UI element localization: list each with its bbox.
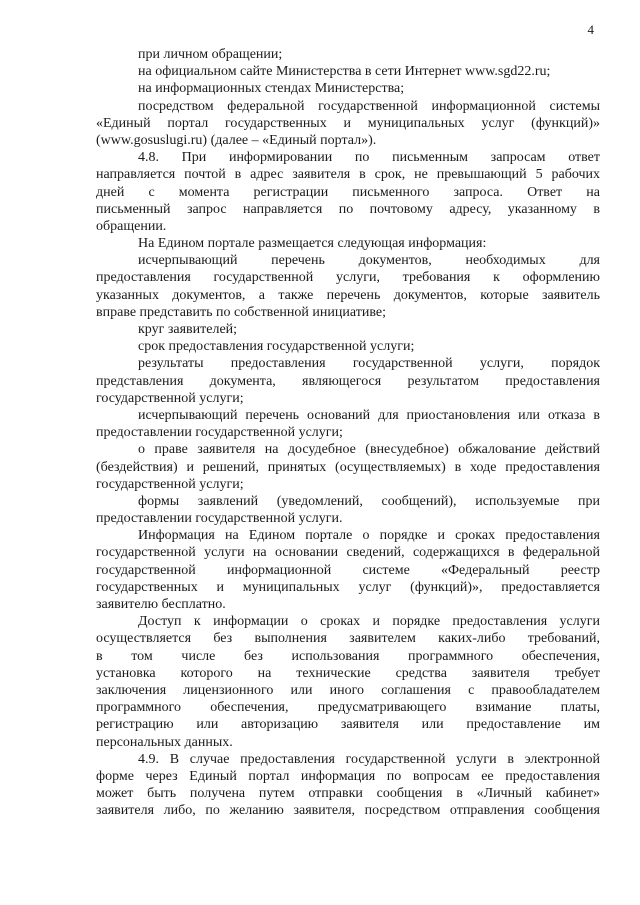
text-line: На Едином портале размещается следующая информация: xyxy=(138,236,487,252)
text-line: при личном обращении; xyxy=(138,47,283,62)
text-line: осуществляется без выполнения заявителем каких-либо требований, xyxy=(96,631,600,647)
text-line: государственной информационной системе «Федеральный реестр xyxy=(96,562,600,578)
text-line: может быть получена путем отправки сообщения в «Личный кабинет» xyxy=(96,786,600,802)
text-line: о праве заявителя на досудебное (внесудебное) обжалование действий xyxy=(138,442,600,458)
text-line: регистрацию или авторизацию заявителя или предоставление им xyxy=(96,717,600,733)
text-line: направляется почтой в адрес заявителя в срок, не превышающий 5 рабочих xyxy=(96,167,600,183)
text-line: (www.gosuslugi.ru) (далее – «Единый портал»). xyxy=(96,132,377,148)
text-line: государственных и муниципальных услуг (функций)», предоставляется xyxy=(96,579,600,595)
text-line: программного обеспечения, предусматривающего взимание платы, xyxy=(96,700,600,716)
text-line: государственной услуги на основании сведений, содержащихся в федеральной xyxy=(96,545,600,561)
page-number: 4 xyxy=(587,22,594,37)
text-line: заявителю бесплатно. xyxy=(96,597,226,612)
text-line: обращении. xyxy=(96,218,167,234)
text-line: результаты предоставления государственной услуги, порядок xyxy=(138,356,600,372)
text-line: Информация на Едином портале о порядке и сроках предоставления xyxy=(138,528,600,544)
text-line: (бездействия) и решений, принятых (осуществляемых) в ходе предоставления xyxy=(96,459,600,475)
text-line: формы заявлений (уведомлений, сообщений), используемые при xyxy=(138,493,600,509)
text-line: представления документа, являющегося результатом предоставления xyxy=(96,373,600,389)
document-body xyxy=(96,46,600,819)
text-line: круг заявителей; xyxy=(138,322,238,337)
text-line: в том числе без использования программного обеспечения, xyxy=(96,648,600,664)
text-line: предоставлении государственной услуги; xyxy=(96,425,343,441)
text-line: на информационных стендах Министерства; xyxy=(138,81,405,97)
text-line: заключения лицензионного или иного соглашения с правообладателем xyxy=(96,682,600,698)
text-line: дней с момента регистрации письменного запроса. Ответ на xyxy=(96,184,600,200)
text-line: исчерпывающий перечень оснований для приостановления или отказа в xyxy=(138,407,600,423)
text-line: вправе представить по собственной инициативе; xyxy=(96,304,386,320)
text-line: заявителя либо, по желанию заявителя, посредством отправления сообщения xyxy=(96,803,600,819)
text-line: установка которого на технические средства заявителя требует xyxy=(96,665,600,681)
text-line: на официальном сайте Министерства в сети Интернет www.sgd22.ru; xyxy=(138,64,551,80)
text-line: указанных документов, а также перечень документов, которые заявитель xyxy=(96,287,600,303)
text-line: предоставления государственной услуги, требования к оформлению xyxy=(96,270,600,286)
text-line: предоставлении государственной услуги. xyxy=(96,511,343,527)
text-line: 4.9. В случае предоставления государственной услуги в электронной xyxy=(138,751,600,767)
text-line: персональных данных. xyxy=(96,734,233,750)
text-line: исчерпывающий перечень документов, необходимых для xyxy=(138,253,600,269)
text-line: 4.8. При информировании по письменным запросам ответ xyxy=(138,150,600,166)
text-line: Доступ к информации о сроках и порядке предоставления услуги xyxy=(138,614,600,630)
text-line: «Единый портал государственных и муниципальных услуг (функций)» xyxy=(96,115,600,131)
text-line: государственной услуги; xyxy=(96,476,244,492)
text-line: письменный запрос направляется по почтовому адресу, указанному в xyxy=(96,201,600,217)
text-line: посредством федеральной государственной информационной системы xyxy=(138,98,600,114)
text-line: срок предоставления государственной услуги; xyxy=(138,339,415,355)
text-line: государственной услуги; xyxy=(96,390,244,406)
text-line: форме через Единый портал информация по вопросам ее предоставления xyxy=(96,768,600,784)
